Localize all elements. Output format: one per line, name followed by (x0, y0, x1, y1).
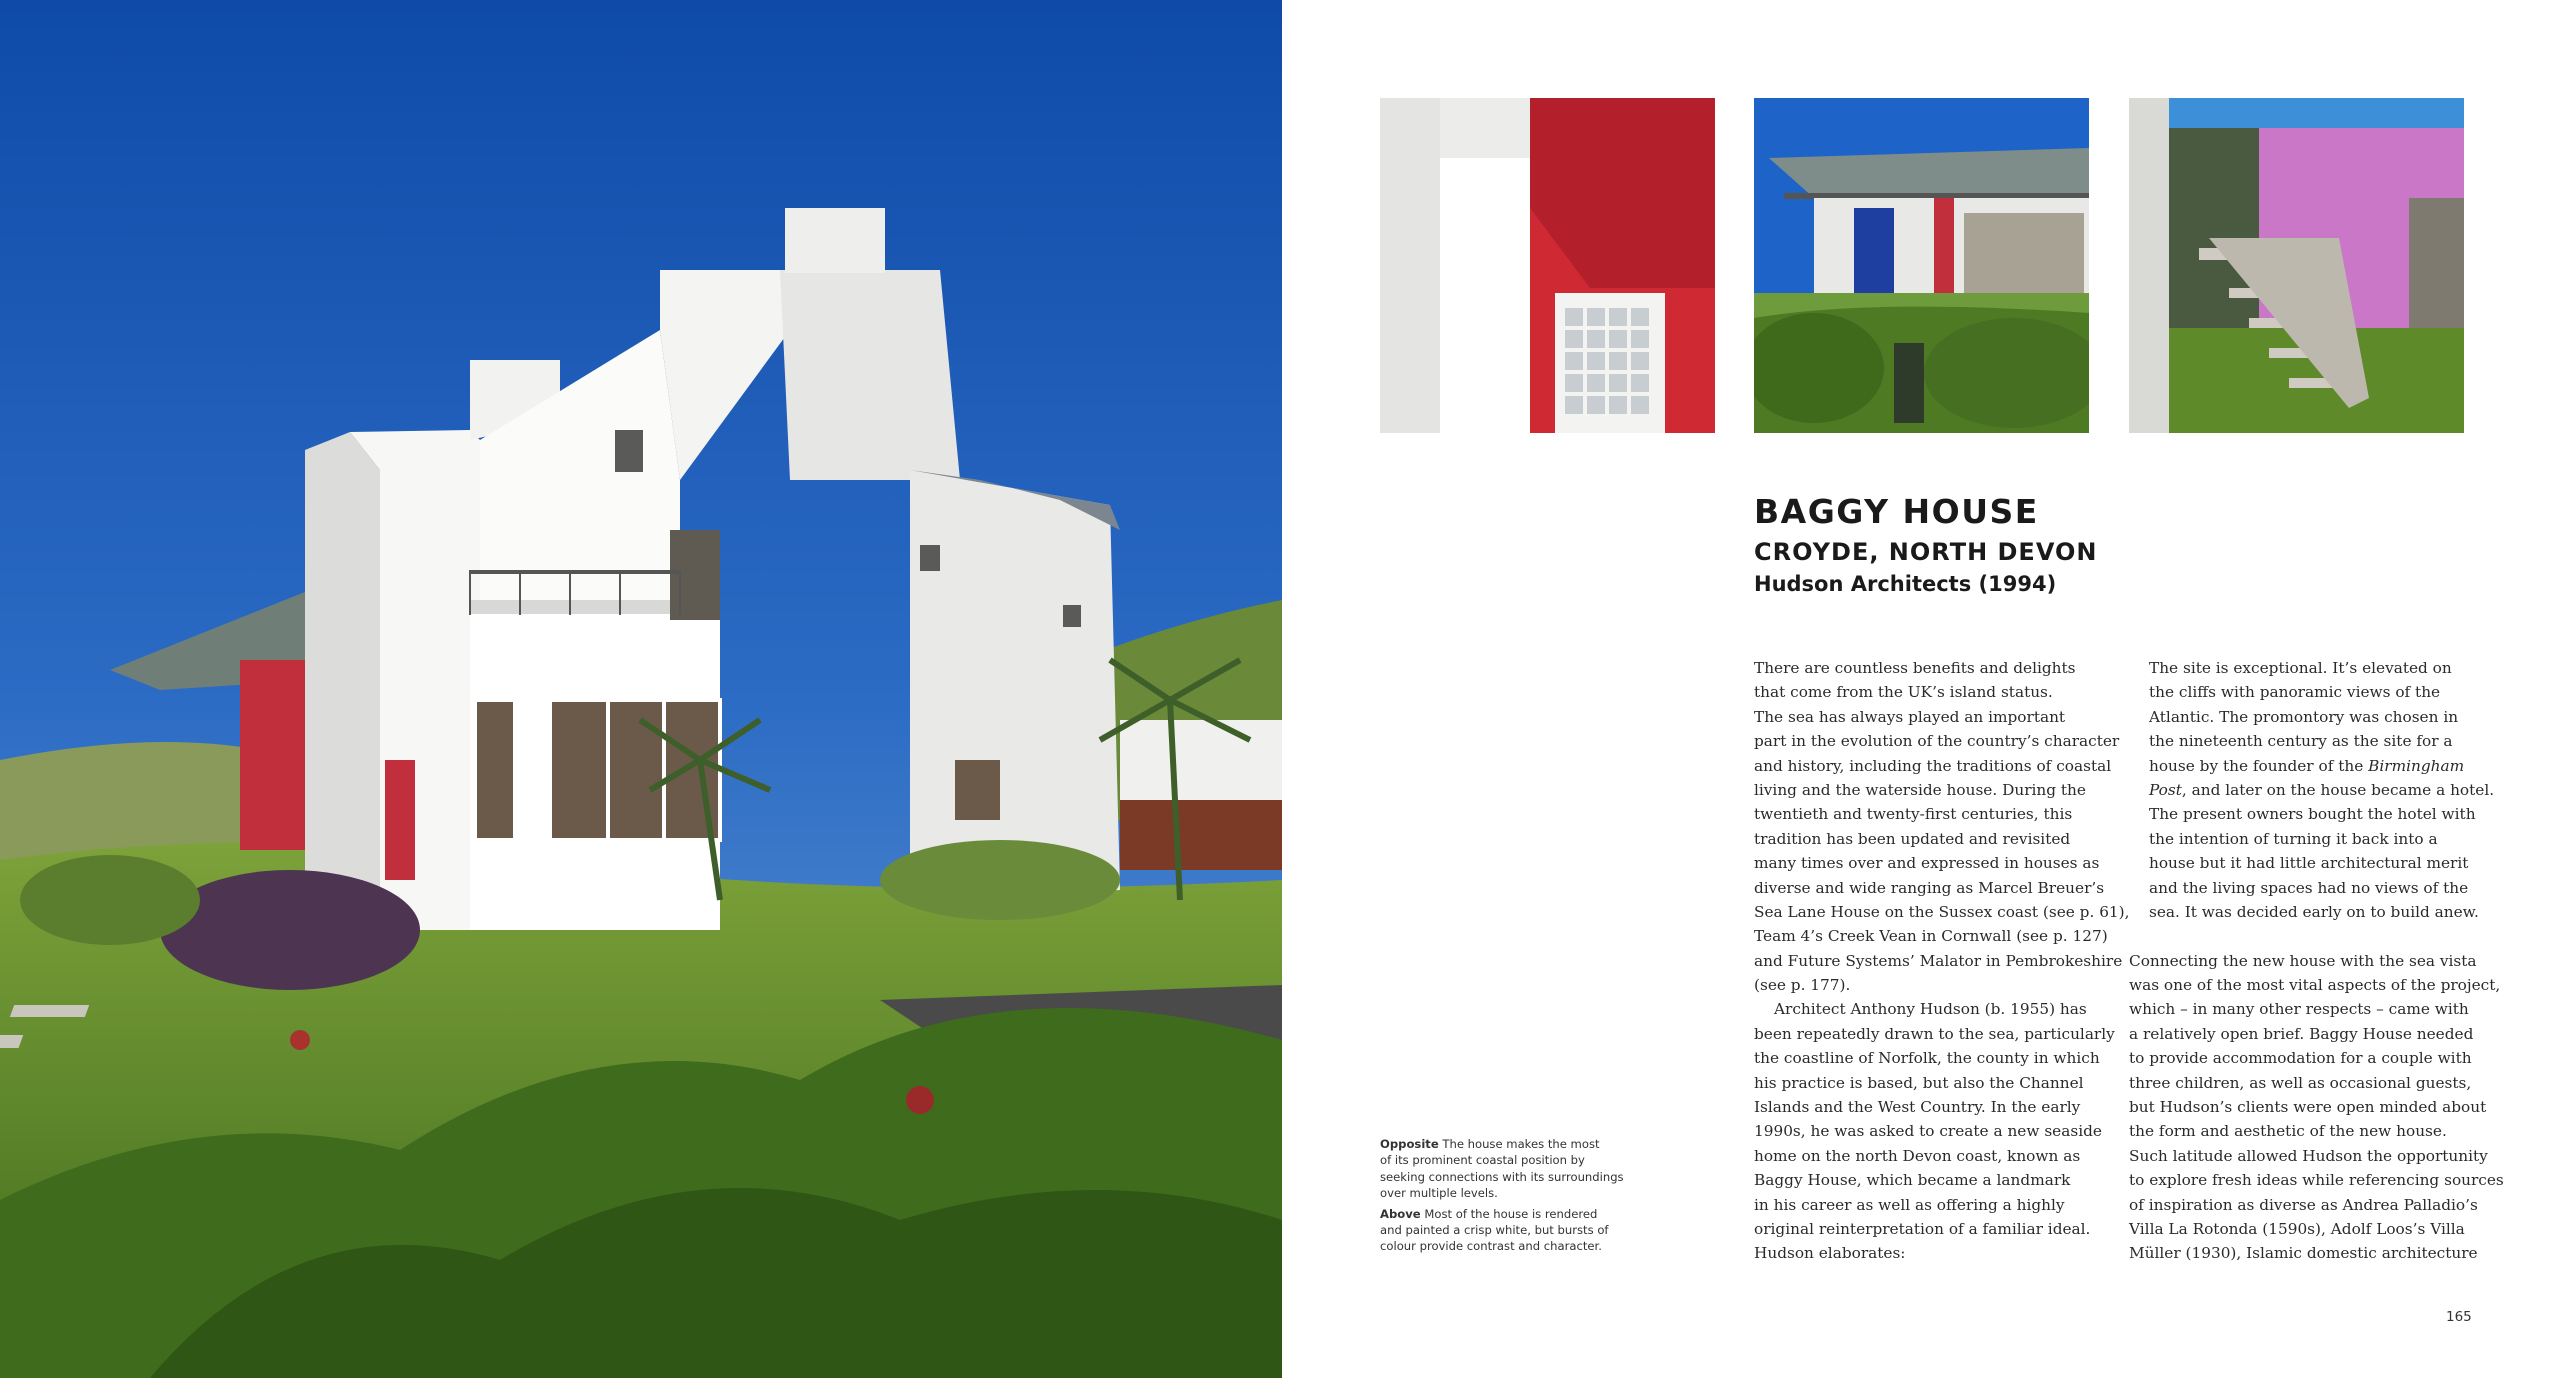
text-line: tradition has been updated and revisited (1754, 829, 2071, 848)
quote-line: and the living spaces had no views of the (2149, 878, 2469, 897)
caption-line: colour provide contrast and character. (1380, 1239, 1602, 1254)
quote-line: the intention of turning it back into a (2149, 829, 2438, 848)
caption-text: The house makes the most (1438, 1137, 1600, 1151)
detail-photo-red-wall (1380, 98, 1715, 433)
location-subtitle: CROYDE, NORTH DEVON (1754, 538, 2098, 566)
text-line: part in the evolution of the country’s character (1754, 732, 2120, 751)
text-line: Müller (1930), Islamic domestic architecture (2129, 1244, 2478, 1263)
caption-line (1380, 1136, 1640, 1152)
text-line: Connecting the new house with the sea vista (2129, 951, 2477, 970)
detail-photo-canopy (1754, 98, 2089, 433)
text-line: the coastline of Norfolk, the county in which (1754, 1049, 2100, 1068)
text-line: Baggy House, which became a landmark (1754, 1171, 2071, 1190)
body-column-2 (2129, 656, 2504, 1266)
quote-line: Atlantic. The promontory was chosen in (2149, 707, 2459, 726)
text-line: been repeatedly drawn to the sea, particularly (1754, 1024, 2115, 1043)
page-number: 165 (2446, 1309, 2472, 1325)
caption-line (1380, 1206, 1640, 1222)
quote-line: The present owners bought the hotel with (2149, 805, 2476, 824)
quote-line (2129, 778, 2495, 802)
text-line: was one of the most vital aspects of the project, (2129, 976, 2501, 995)
text-line: the form and aesthetic of the new house. (2129, 1122, 2447, 1141)
photo-caption (1380, 1136, 1640, 1255)
text-line: but Hudson’s clients were open minded about (2129, 1098, 2487, 1117)
text-line: Sea Lane House on the Sussex coast (see p. 61), (1754, 902, 2130, 921)
text-line: three children, as well as occasional guests, (2129, 1073, 2472, 1092)
text-line: which – in many other respects – came with (2129, 1000, 2469, 1019)
text-line: There are countless benefits and delights (1754, 659, 2076, 677)
publication-title: Birmingham (2368, 756, 2465, 775)
text-line: 1990s, he was asked to create a new seaside (1754, 1122, 2102, 1141)
text-line: original reinterpretation of a familiar ideal. (1754, 1219, 2091, 1238)
caption-line: over multiple levels. (1380, 1186, 1498, 1201)
text-line: (see p. 177). (1754, 976, 1851, 995)
text-line: to explore fresh ideas while referencing sources (2129, 1171, 2504, 1190)
text-line: many times over and expressed in houses as (1754, 854, 2100, 873)
quote-line (2129, 754, 2469, 778)
caption-line: and painted a crisp white, but bursts of (1380, 1223, 1609, 1238)
text-line: diverse and wide ranging as Marcel Breuer’s (1754, 878, 2105, 897)
text-line: Villa La Rotonda (1590s), Adolf Loos’s Villa (2129, 1219, 2465, 1238)
text-line: home on the north Devon coast, known as (1754, 1146, 2081, 1165)
quote-text: house by the founder of the (2149, 756, 2369, 775)
text-line: and Future Systems’ Malator in Pembrokeshire (1754, 951, 2123, 970)
paragraph-gap (2129, 924, 2469, 948)
detail-photo-pink-wall (2129, 98, 2464, 433)
text-line: a relatively open brief. Baggy House needed (2129, 1024, 2474, 1043)
text-line: Islands and the West Country. In the early (1754, 1098, 2081, 1117)
quote-line: sea. It was decided early on to build anew. (2149, 902, 2479, 921)
publication-title: Post (2149, 780, 2182, 799)
text-line: Hudson elaborates: (1754, 1244, 1906, 1263)
quote-line: The site is exceptional. It’s elevated on (2149, 659, 2452, 677)
text-line: Architect Anthony Hudson (b. 1955) has (1774, 1000, 2087, 1019)
text-line: living and the waterside house. During the (1754, 780, 2086, 799)
caption-label-above: Above (1380, 1206, 1421, 1221)
body-column-1 (1754, 656, 2130, 1266)
architect-credit: Hudson Architects (1994) (1754, 572, 2057, 596)
text-line: that come from the UK’s island status. (1754, 683, 2053, 702)
text-line: Such latitude allowed Hudson the opportunity (2129, 1146, 2488, 1165)
text-line: The sea has always played an important (1754, 707, 2066, 726)
text-line: twentieth and twenty-first centuries, this (1754, 805, 2073, 824)
caption-text: Most of the house is rendered (1420, 1206, 1598, 1221)
house-title: BAGGY HOUSE (1754, 492, 2039, 531)
caption-label-opposite: Opposite (1380, 1137, 1439, 1151)
text-line: Team 4’s Creek Vean in Cornwall (see p. 127) (1754, 927, 2108, 946)
quote-text: , and later on the house became a hotel. (2181, 780, 2495, 799)
text-line: to provide accommodation for a couple with (2129, 1049, 2472, 1068)
text-line: and history, including the traditions of coastal (1754, 756, 2112, 775)
quote-line: the cliffs with panoramic views of the (2149, 683, 2441, 702)
caption-line: of its prominent coastal position by (1380, 1153, 1585, 1168)
quote-line: the nineteenth century as the site for a (2149, 732, 2453, 751)
text-line: of inspiration as diverse as Andrea Palladio’s (2129, 1195, 2478, 1214)
quote-line: house but it had little architectural merit (2149, 854, 2469, 873)
text-line: his practice is based, but also the Channel (1754, 1073, 2084, 1092)
caption-line: seeking connections with its surroundings (1380, 1169, 1624, 1184)
text-line: in his career as well as offering a highly (1754, 1195, 2065, 1214)
